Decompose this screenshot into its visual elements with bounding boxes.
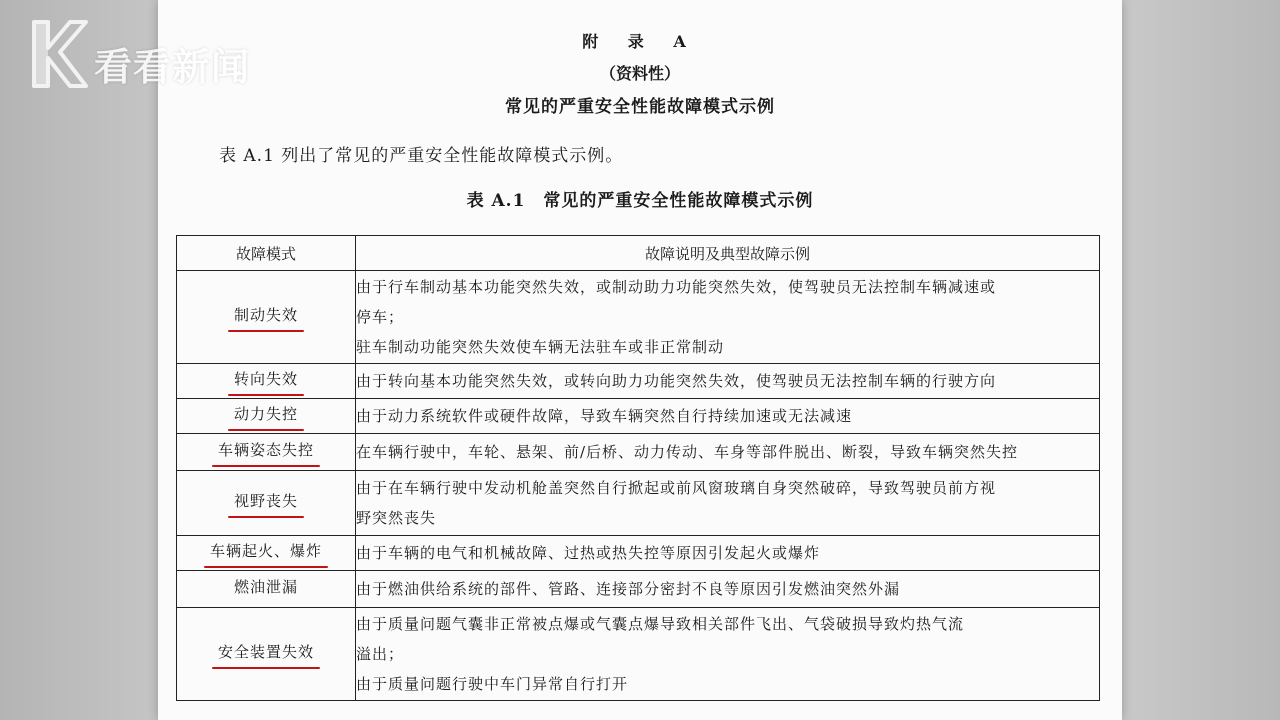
description-cell [356,536,1100,571]
mode-cell [177,471,356,536]
description-line: 由于质量问题气囊非正常被点爆或气囊点爆导致相关部件飞出、气袋破损导致灼热气流 [356,615,965,633]
description-cell [356,434,1100,471]
description-line: 由于燃油供给系统的部件、管路、连接部分密封不良等原因引发燃油突然外漏 [356,580,901,598]
table-row [177,434,1100,471]
table-row [177,471,1100,536]
table-row [177,399,1100,434]
k-logo-icon [26,18,88,90]
mode-cell [177,399,356,434]
table-row [177,364,1100,399]
mode-cell [177,364,356,399]
description-cell [356,399,1100,434]
description-line: 由于动力系统软件或硬件故障，导致车辆突然自行持续加速或无法减速 [356,407,853,425]
description-line: 由于在车辆行驶中发动机舱盖突然自行掀起或前风窗玻璃自身突然破碎，导致驾驶员前方视 [356,479,997,497]
description-cell [356,608,1100,701]
description-cell [356,471,1100,536]
table-title: 表 A.1 常见的严重安全性能故障模式示例 [466,191,814,211]
description-cell [356,364,1100,399]
description-cell [356,271,1100,364]
mode-cell [177,608,356,701]
appendix-heading: 附 录 A [582,32,698,51]
mode-label: 燃油泄漏 [233,578,298,596]
table-header-row [177,236,1100,271]
mode-label: 安全装置失效 [212,641,320,667]
failure-mode-table [176,235,1100,701]
mode-cell [177,271,356,364]
description-line: 由于行车制动基本功能突然失效，或制动助力功能突然失效，使驾驶员无法控制车辆减速或 [356,278,997,296]
description-line: 溢出； [356,645,405,663]
table-row [177,608,1100,701]
description-line: 由于车辆的电气和机械故障、过热或热失控等原因引发起火或爆炸 [356,544,821,562]
table-row [177,536,1100,571]
description-line: 野突然丧失 [356,509,437,527]
description-line: 停车； [356,308,405,326]
table-row [177,271,1100,364]
description-line: 由于质量问题行驶中车门异常自行打开 [356,675,629,693]
description-cell [356,571,1100,608]
mode-label: 制动失效 [228,304,304,330]
watermark [26,16,276,96]
mode-label: 车辆姿态失控 [212,439,320,465]
intro-paragraph: 表 A.1 列出了常见的严重安全性能故障模式示例。 [219,146,624,166]
mode-cell [177,571,356,608]
header-mode: 故障模式 [177,236,356,271]
mode-label: 转向失效 [228,368,304,394]
description-line: 由于转向基本功能突然失效，或转向助力功能突然失效，使驾驶员无法控制车辆的行驶方向 [356,372,997,390]
description-line: 驻车制动功能突然失效使车辆无法驻车或非正常制动 [356,338,725,356]
table-row [177,571,1100,608]
mode-cell [177,434,356,471]
header-description: 故障说明及典型故障示例 [356,236,1100,271]
appendix-title: 常见的严重安全性能故障模式示例 [505,97,775,117]
mode-label: 视野丧失 [228,490,304,516]
mode-cell [177,536,356,571]
mode-label: 车辆起火、爆炸 [204,540,328,566]
appendix-nature: （资料性） [599,64,680,83]
description-line: 在车辆行驶中，车轮、悬架、前/后桥、动力传动、车身等部件脱出、断裂，导致车辆突然失控 [356,443,1019,461]
mode-label: 动力失控 [228,403,304,429]
watermark-text: 看看新闻 [94,45,251,89]
